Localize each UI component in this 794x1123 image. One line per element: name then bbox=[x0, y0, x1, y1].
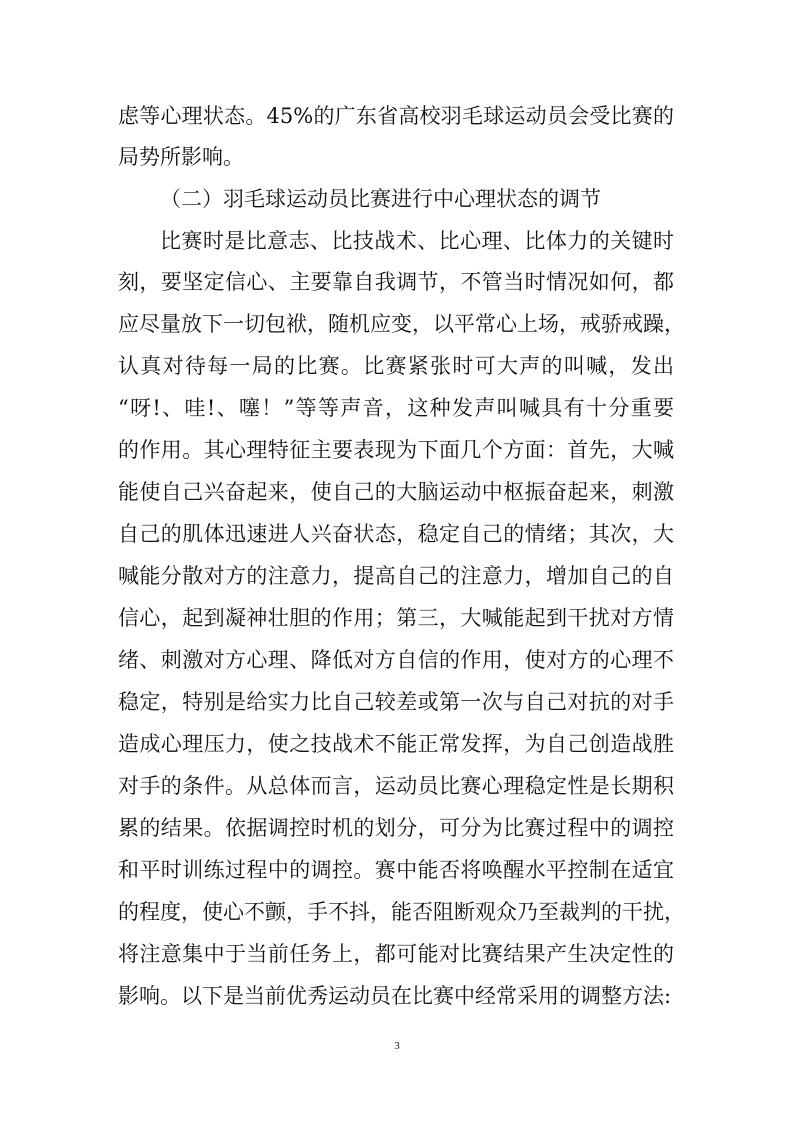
paragraph-2-line-7: 能使自己兴奋起来，使自己的大脑运动中枢振奋起来，刺激 bbox=[118, 480, 674, 504]
paragraph-2-line-8: 自己的肌体迅速进人兴奋状态，稳定自己的情绪；其次，大 bbox=[118, 522, 674, 546]
paragraph-2-line-16: 和平时训练过程中的调控。赛中能否将唤醒水平控制在适宜 bbox=[118, 858, 674, 882]
paragraph-2-line-15: 累的结果。依据调控时机的划分，可分为比赛过程中的调控 bbox=[118, 816, 674, 840]
paragraph-2-line-18: 将注意集中于当前任务上，都可能对比赛结果产生决定性的 bbox=[118, 942, 674, 966]
paragraph-2-line-1: 比赛时是比意志、比技战术、比心理、比体力的关键时 bbox=[160, 229, 674, 253]
paragraph-2-line-10: 信心，起到凝神壮胆的作用；第三，大喊能起到干扰对方情 bbox=[118, 606, 674, 630]
paragraph-2-line-4: 认真对待每一局的比赛。比赛紧张时可大声的叫喊，发出 bbox=[118, 354, 674, 378]
section-heading: （二）羽毛球运动员比赛进行中心理状态的调节 bbox=[160, 187, 601, 211]
paragraph-2-line-12: 稳定，特别是给实力比自己较差或第一次与自己对抗的对手 bbox=[118, 690, 674, 714]
paragraph-1-line-2: 局势所影响。 bbox=[118, 145, 244, 169]
paragraph-2-line-6: 的作用。其心理特征主要表现为下面几个方面：首先，大喊 bbox=[118, 438, 674, 462]
paragraph-2-line-17: 的程度，使心不颤，手不抖，能否阻断观众乃至裁判的干扰， bbox=[118, 900, 685, 924]
paragraph-2-line-14: 对手的条件。从总体而言，运动员比赛心理稳定性是长期积 bbox=[118, 774, 674, 798]
page-number: 3 bbox=[394, 1040, 400, 1052]
paragraph-2-line-9: 喊能分散对方的注意力，提高自己的注意力，增加自己的自 bbox=[118, 564, 674, 588]
paragraph-2-line-13: 造成心理压力，使之技战术不能正常发挥，为自己创造战胜 bbox=[118, 732, 674, 756]
paragraph-2-line-3: 应尽量放下一切包袱，随机应变，以平常心上场，戒骄戒躁， bbox=[118, 312, 685, 336]
paragraph-2-line-11: 绪、刺激对方心理、降低对方自信的作用，使对方的心理不 bbox=[118, 648, 674, 672]
paragraph-2-line-5: “呀!、哇!、噻！”等等声音，这种发声叫喊具有十分重要 bbox=[118, 396, 674, 420]
paragraph-2-line-19: 影响。以下是当前优秀运动员在比赛中经常采用的调整方法: bbox=[118, 984, 672, 1008]
paragraph-2-line-2: 刻，要坚定信心、主要靠自我调节，不管当时情况如何，都 bbox=[118, 270, 674, 294]
paragraph-1-line-1: 虑等心理状态。45%的广东省高校羽毛球运动员会受比赛的 bbox=[118, 104, 674, 128]
